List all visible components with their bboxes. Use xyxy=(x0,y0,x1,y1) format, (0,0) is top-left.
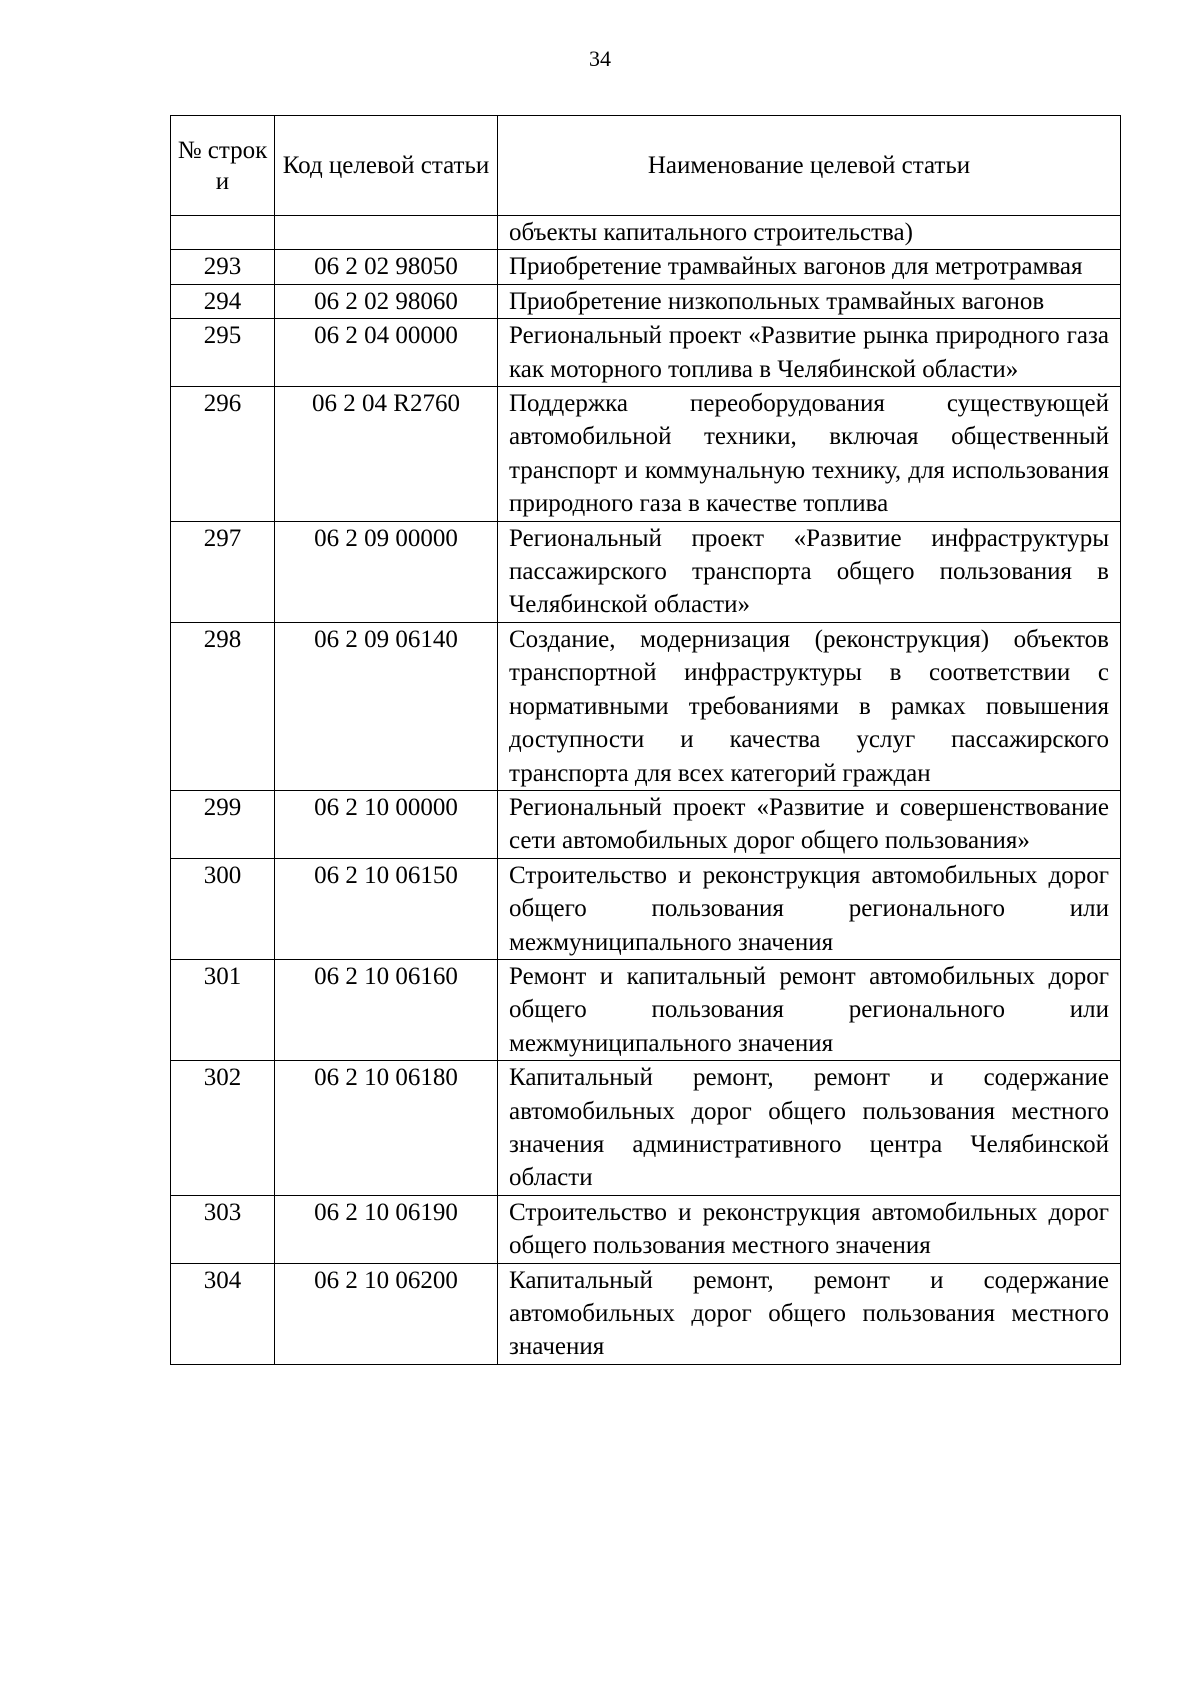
page-number: 34 xyxy=(589,46,611,71)
table-row xyxy=(171,521,1121,622)
row-number: 303 xyxy=(171,1195,275,1263)
row-number: 294 xyxy=(171,284,275,318)
row-number: 297 xyxy=(171,521,275,622)
header-article-name: Наименование целевой статьи xyxy=(498,116,1121,216)
article-code: 06 2 10 06180 xyxy=(275,1061,498,1196)
table-row xyxy=(171,387,1121,522)
article-code: 06 2 04 00000 xyxy=(275,319,498,387)
article-code: 06 2 02 98060 xyxy=(275,284,498,318)
article-name: Региональный проект «Развитие инфраструктуры пассажирского транспорта общего пользования в Челябинской области» xyxy=(498,521,1121,622)
article-code: 06 2 09 00000 xyxy=(275,521,498,622)
article-code: 06 2 10 06190 xyxy=(275,1195,498,1263)
article-code: 06 2 10 06150 xyxy=(275,858,498,959)
table-row xyxy=(171,790,1121,858)
header-row-number: № строк и xyxy=(171,116,275,216)
header-article-code: Код целевой статьи xyxy=(275,116,498,216)
article-code: 06 2 10 06160 xyxy=(275,959,498,1060)
article-name: Капитальный ремонт, ремонт и содержание автомобильных дорог общего пользования местного значения xyxy=(498,1263,1121,1364)
row-number: 300 xyxy=(171,858,275,959)
article-name: Региональный проект «Развитие рынка природного газа как моторного топлива в Челябинской области» xyxy=(498,319,1121,387)
table-row xyxy=(171,284,1121,318)
row-number: 301 xyxy=(171,959,275,1060)
row-number: 302 xyxy=(171,1061,275,1196)
table-row xyxy=(171,1061,1121,1196)
table-row xyxy=(171,1263,1121,1364)
article-code: 06 2 09 06140 xyxy=(275,622,498,790)
row-number: 296 xyxy=(171,387,275,522)
table-row xyxy=(171,858,1121,959)
article-name: Строительство и реконструкция автомобильных дорог общего пользования местного значения xyxy=(498,1195,1121,1263)
article-name: Создание, модернизация (реконструкция) объектов транспортной инфраструктуры в соответствии с нормативными требованиями в рамках повышения доступности и качества услуг пассажирского транспорта для всех категорий граждан xyxy=(498,622,1121,790)
row-number: 298 xyxy=(171,622,275,790)
table-header-row xyxy=(171,116,1121,216)
row-number: 295 xyxy=(171,319,275,387)
article-name: Приобретение низкопольных трамвайных вагонов xyxy=(498,284,1121,318)
article-code: 06 2 02 98050 xyxy=(275,250,498,284)
article-code: 06 2 10 06200 xyxy=(275,1263,498,1364)
article-code xyxy=(275,216,498,250)
table-row xyxy=(171,959,1121,1060)
article-name: Приобретение трамвайных вагонов для метротрамвая xyxy=(498,250,1121,284)
table-row xyxy=(171,250,1121,284)
article-name: Капитальный ремонт, ремонт и содержание автомобильных дорог общего пользования местного значения административного центра Челябинской области xyxy=(498,1061,1121,1196)
row-number: 299 xyxy=(171,790,275,858)
article-name: Региональный проект «Развитие и совершенствование сети автомобильных дорог общего пользования» xyxy=(498,790,1121,858)
article-name: Ремонт и капитальный ремонт автомобильных дорог общего пользования регионального или межмуниципального значения xyxy=(498,959,1121,1060)
table-row xyxy=(171,1195,1121,1263)
table-row xyxy=(171,319,1121,387)
article-name: Поддержка переоборудования существующей автомобильной техники, включая общественный транспорт и коммунальную технику, для использования природного газа в качестве топлива xyxy=(498,387,1121,522)
article-code: 06 2 04 R2760 xyxy=(275,387,498,522)
row-number: 304 xyxy=(171,1263,275,1364)
row-number xyxy=(171,216,275,250)
article-code: 06 2 10 00000 xyxy=(275,790,498,858)
article-name: Строительство и реконструкция автомобильных дорог общего пользования регионального или межмуниципального значения xyxy=(498,858,1121,959)
table-row xyxy=(171,622,1121,790)
table-row xyxy=(171,216,1121,250)
row-number: 293 xyxy=(171,250,275,284)
article-name: объекты капитального строительства) xyxy=(498,216,1121,250)
target-articles-table xyxy=(170,115,1121,1365)
